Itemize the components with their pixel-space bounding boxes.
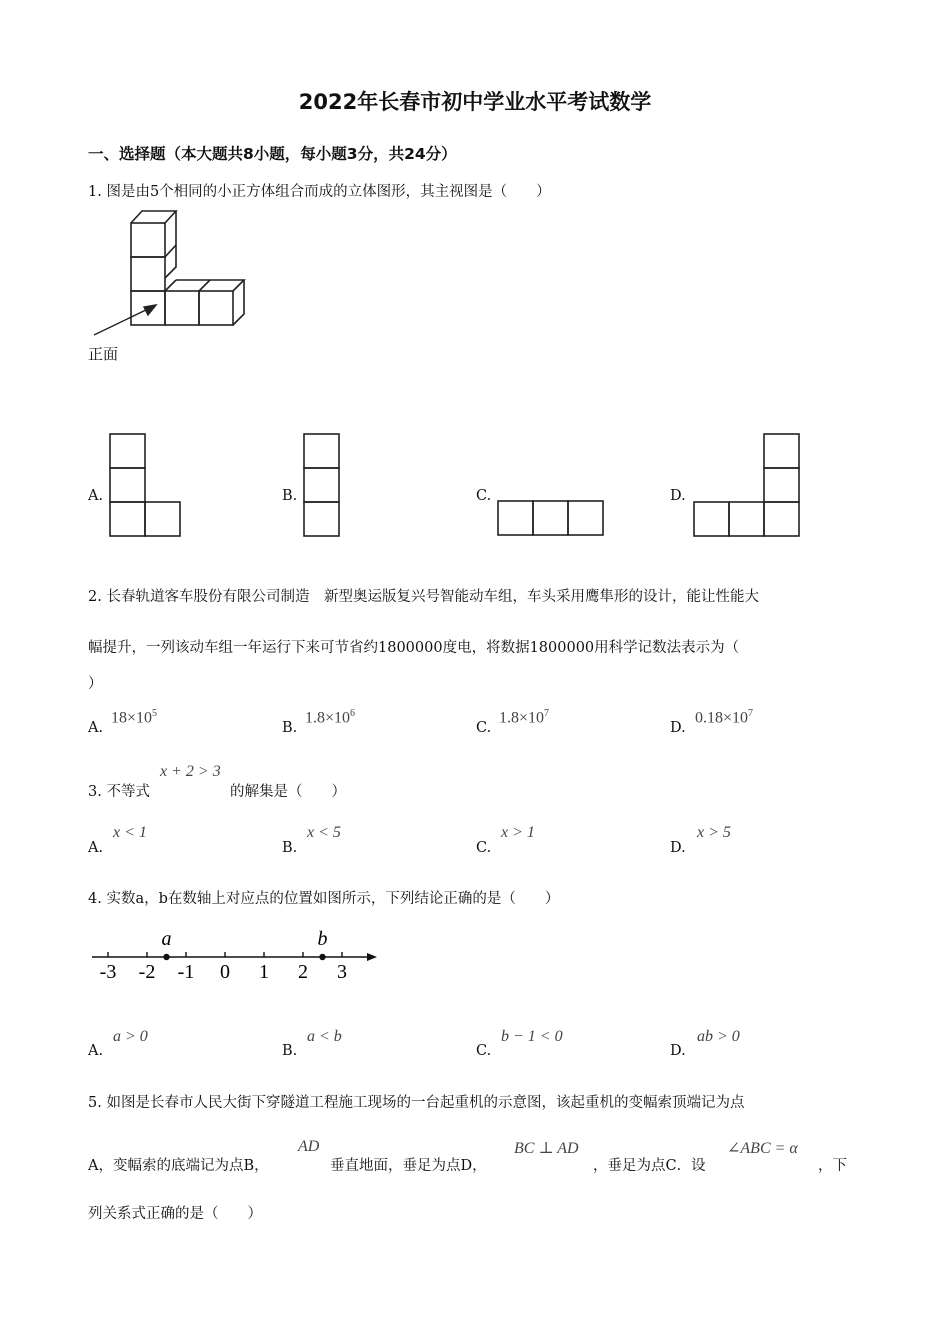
q3-option-c-label: C. <box>476 840 492 856</box>
q1-3d-figure <box>80 205 260 365</box>
front-label: 正面 <box>88 345 119 363</box>
q3-option-b-expr[interactable]: x < 5 <box>307 824 341 841</box>
q5-line2-part3: ，垂足为点C．设 <box>593 1158 706 1174</box>
q5-ad-symbol: AD <box>298 1138 320 1155</box>
q4-option-d-expr[interactable]: ab > 0 <box>697 1028 740 1045</box>
point-a-dot <box>163 954 169 960</box>
tick-label: -3 <box>99 961 117 983</box>
q3-option-d-label: D. <box>670 840 686 856</box>
q4-option-d-label: D. <box>670 1043 686 1059</box>
q2-option-c-expr[interactable]: $1.8\times 10^7$ <box>499 708 550 727</box>
q2-line1: 2. 长春轨道客车股份有限公司制造 新型奥运版复兴号智能动车组，车头采用鹰隼形的设计，能让性能大 <box>88 589 759 605</box>
q4-option-a-label: A. <box>88 1043 104 1059</box>
q4-option-b-label: B. <box>282 1043 298 1059</box>
q2-line2: 幅提升，一列该动车组一年运行下来可节省约1800000度电，将数据1800000用科学记数法表示为（ <box>88 640 740 656</box>
q2-line3: ） <box>88 676 103 692</box>
q4-option-b-expr[interactable]: a < b <box>307 1028 342 1045</box>
tick-label: 2 <box>298 961 308 983</box>
q1-stem: 1. 图是由5个相同的小正方体组合而成的立体图形，其主视图是（ ） <box>88 184 551 200</box>
q5-line2-part4: ，下 <box>818 1158 847 1174</box>
q4-stem: 4. 实数a，b在数轴上对应点的位置如图所示，下列结论正确的是（ ） <box>88 891 560 907</box>
q2-option-a-expr[interactable]: $18\times 10^5$ <box>111 708 158 727</box>
q3-option-a-label: A. <box>88 840 104 856</box>
q5-angle-expr: ∠ABC = α <box>727 1140 798 1157</box>
tick-label: 1 <box>259 961 269 983</box>
q1-option-b-figure[interactable] <box>303 433 343 538</box>
q2-option-b-label: B. <box>282 720 298 736</box>
q1-option-d-figure[interactable] <box>693 433 801 538</box>
q4-number-line <box>90 922 390 992</box>
page-title: 2022年长春市初中学业水平考试数学 <box>298 90 652 114</box>
tick-label: 0 <box>220 961 230 983</box>
q2-option-b-expr[interactable]: $1.8\times 10^6$ <box>305 708 356 727</box>
point-b-dot <box>319 954 325 960</box>
q4-option-a-expr[interactable]: a > 0 <box>113 1028 148 1045</box>
q5-line2-part1: A，变幅索的底端记为点B， <box>88 1158 269 1174</box>
tick-label: -2 <box>138 961 156 983</box>
q1-option-a-label: A. <box>88 488 104 504</box>
q3-prefix: 3. 不等式 <box>88 784 150 800</box>
q2-option-d-label: D. <box>670 720 686 736</box>
q1-option-c-label: C. <box>476 488 492 504</box>
q5-line2-part2: 垂直地面，垂足为点D， <box>330 1158 487 1174</box>
q2-option-c-label: C. <box>476 720 492 736</box>
q1-option-a-figure[interactable] <box>109 433 183 538</box>
tick-label: -1 <box>177 961 195 983</box>
q2-option-d-expr[interactable]: $0.18\times 10^7$ <box>695 708 754 727</box>
q3-suffix: 的解集是（ ） <box>230 784 346 800</box>
q3-inequality: x + 2 > 3 <box>160 763 221 780</box>
q5-line3: 列关系式正确的是（ ） <box>88 1206 262 1222</box>
q5-perpendicular-expr: BC ⊥ AD <box>514 1140 579 1157</box>
q1-option-d-label: D. <box>670 488 686 504</box>
q3-option-d-expr[interactable]: x > 5 <box>697 824 731 841</box>
q1-option-b-label: B. <box>282 488 298 504</box>
q4-option-c-label: C. <box>476 1043 492 1059</box>
section-heading: 一、选择题（本大题共8小题，每小题3分，共24分） <box>88 145 457 163</box>
point-b-label: b <box>317 928 328 950</box>
q3-option-a-expr[interactable]: x < 1 <box>113 824 147 841</box>
tick-label: 3 <box>337 961 347 983</box>
q3-option-b-label: B. <box>282 840 298 856</box>
q5-line1: 5. 如图是长春市人民大街下穿隧道工程施工现场的一台起重机的示意图，该起重机的变幅索顶端记为点 <box>88 1095 745 1111</box>
q2-option-a-label: A. <box>88 720 104 736</box>
q3-option-c-expr[interactable]: x > 1 <box>501 824 535 841</box>
q1-option-c-figure[interactable] <box>497 500 605 538</box>
point-a-label: a <box>161 928 172 950</box>
q4-option-c-expr[interactable]: b − 1 < 0 <box>501 1028 563 1045</box>
